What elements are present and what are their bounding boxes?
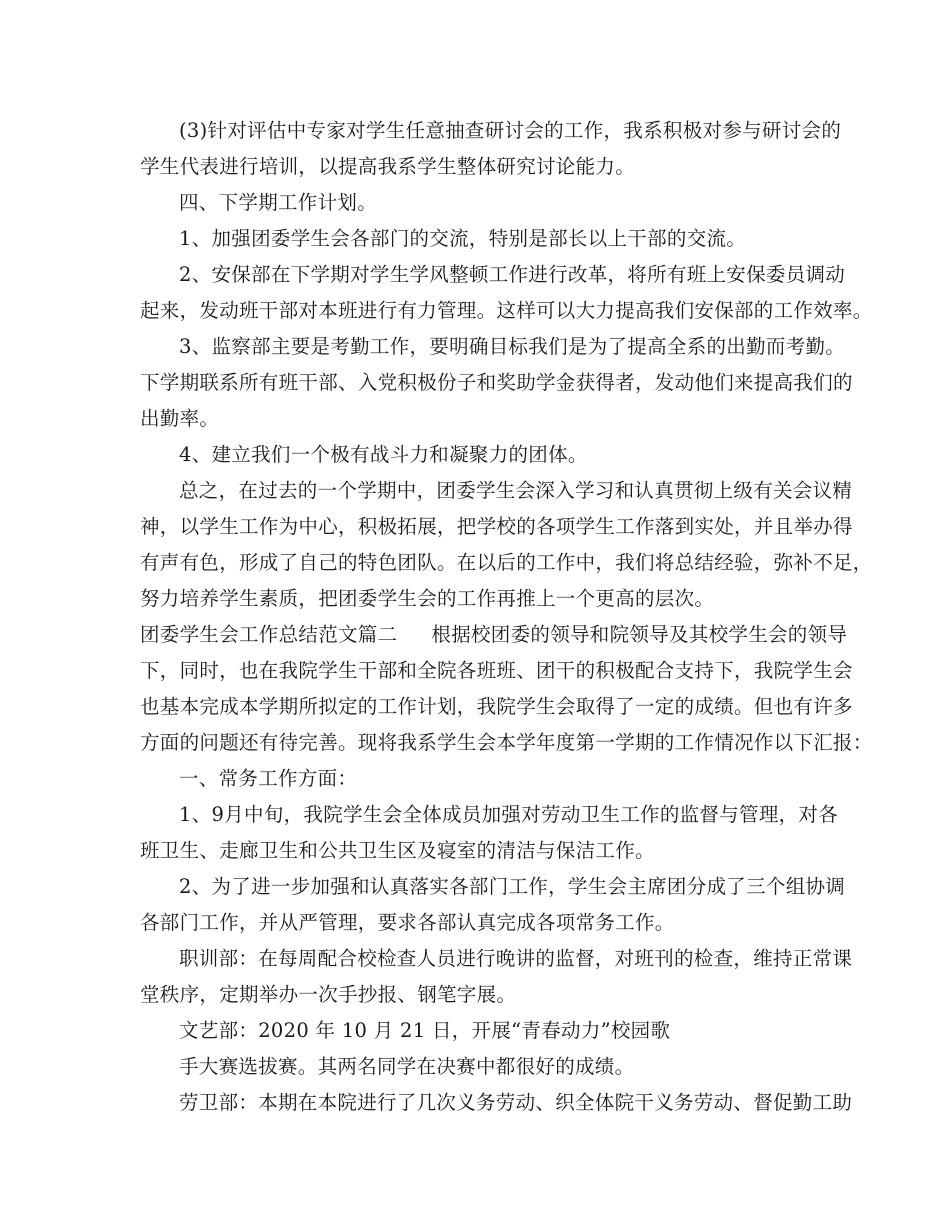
section-heading: 一、常务工作方面：: [179, 767, 358, 790]
section-heading: 四、下学期工作计划。: [179, 191, 378, 214]
paragraph-line: 下学期联系所有班干部、入党积极份子和奖助学金获得者，发动他们来提高我们的: [140, 371, 853, 394]
article-title-line: [140, 617, 848, 653]
paragraph-line: 堂秩序，定期举办一次手抄报、钢笔字展。: [140, 983, 517, 1006]
paragraph-line: 努力培养学生素质，把团委学生会的工作再推上一个更高的层次。: [140, 587, 715, 610]
paragraph-line: 2、为了进一步加强和认真落实各部门工作，学生会主席团分成了三个组协调: [179, 875, 846, 898]
paragraph-line: 班卫生、走廊卫生和公共卫生区及寝室的清洁与保洁工作。: [140, 839, 655, 862]
paragraph-line: 1、9月中旬，我院学生会全体成员加强对劳动卫生工作的监督与管理，对各: [179, 803, 839, 826]
paragraph-line: 神，以学生工作为中心，积极拓展，把学校的各项学生工作落到实处，并且举办得: [140, 515, 853, 538]
paragraph-line: 也基本完成本学期所拟定的工作计划，我院学生会取得了一定的成绩。但也有许多: [140, 695, 853, 718]
paragraph-line: 4、建立我们一个极有战斗力和凝聚力的团体。: [179, 443, 588, 466]
paragraph-line: 手大赛选拔赛。其两名同学在决赛中都很好的成绩。: [179, 1055, 635, 1078]
paragraph-line: 3、监察部主要是考勤工作，要明确目标我们是为了提高全系的出勤而考勤。: [179, 335, 846, 358]
paragraph-line: 出勤率。: [140, 407, 220, 430]
paragraph-line: (3)针对评估中专家对学生任意抽查研讨会的工作，我系积极对参与研讨会的: [179, 119, 842, 142]
paragraph-line: 方面的问题还有待完善。现将我系学生会本学年度第一学期的工作情况作以下汇报：: [140, 731, 873, 754]
paragraph-line: 学生代表进行培训，以提高我系学生整体研究讨论能力。: [140, 155, 636, 178]
paragraph-line: 职训部：在每周配合校检查人员进行晚讲的监督，对班刊的检查，维持正常课: [179, 947, 853, 970]
document-body: [140, 113, 873, 1121]
paragraph-line: 起来，发动班干部对本班进行有力管理。这样可以大力提高我们安保部的工作效率。: [140, 299, 873, 322]
paragraph-line: 文艺部：2020 年 10 月 21 日，开展“青春动力”校园歌: [179, 1019, 671, 1042]
paragraph-text: 根据校团委的领导和院领导及其校学生会的领导: [431, 623, 848, 646]
paragraph-line: 总之，在过去的一个学期中，团委学生会深入学习和认真贯彻上级有关会议精: [179, 479, 853, 502]
article-title: 团委学生会工作总结范文篇二: [140, 623, 398, 646]
paragraph-line: 1、加强团委学生会各部门的交流，特别是部长以上干部的交流。: [179, 227, 747, 250]
paragraph-line: 劳卫部：本期在本院进行了几次义务劳动、织全体院干义务劳动、督促勤工助: [179, 1091, 853, 1114]
paragraph-line: 有声有色，形成了自己的特色团队。在以后的工作中，我们将总结经验，弥补不足，: [140, 551, 873, 574]
paragraph-line: 2、安保部在下学期对学生学风整顿工作进行改革，将所有班上安保委员调动: [179, 263, 846, 286]
paragraph-line: 各部门工作，并从严管理，要求各部认真完成各项常务工作。: [140, 911, 675, 934]
paragraph-line: 下，同时，也在我院学生干部和全院各班班、团干的积极配合支持下，我院学生会: [140, 659, 853, 682]
